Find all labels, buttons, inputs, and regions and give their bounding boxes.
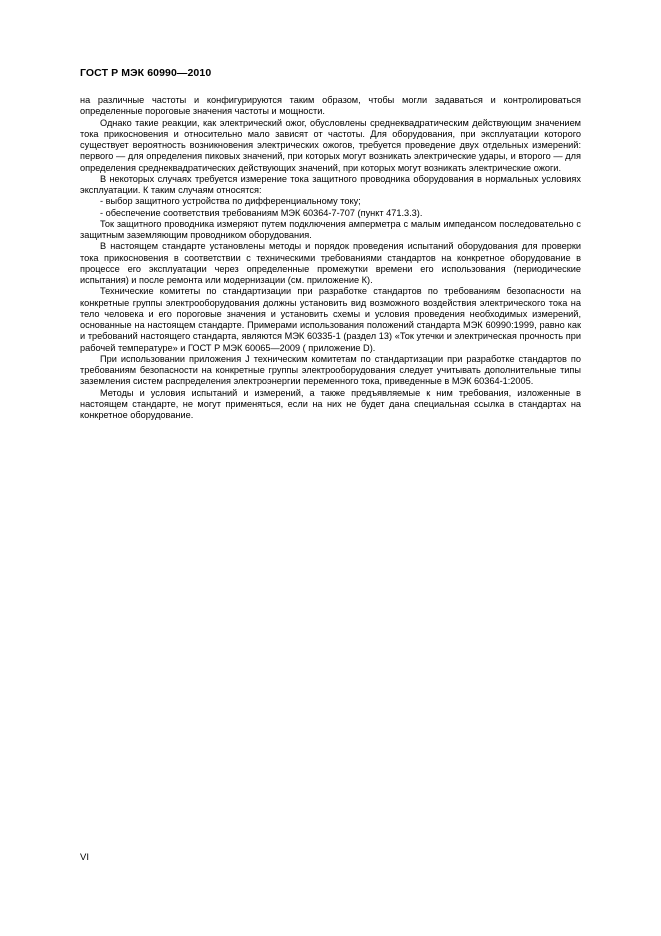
document-header: ГОСТ Р МЭК 60990—2010: [80, 67, 212, 79]
list-item: - обеспечение соответствия требованиям МЭК 60364-7-707 (пункт 471.3.3).: [100, 207, 423, 218]
paragraph: Однако такие реакции, как электрический ожог, обусловлены среднеквадратическим действующим значением тока прикосновения и относительно мало зависят от частоты. Для оборудования, при эксплуатации которого существует вероятность возникновения электрических ожогов, требуется проведение двух отдельных измерений: первого — для определения пиковых значений, при которых могут возникать электрические удары, и второго — для определения среднеквадратических действующих значений, при которых могут возникать электрические ожоги.: [80, 117, 581, 173]
document-body: [80, 95, 581, 421]
paragraph: Технические комитеты по стандартизации при разработке стандартов по требованиям безопасности на конкретные группы электрооборудования должны установить вид возможного воздействия электрического тока на тело человека и его пороговые значения и установить схемы и условия проведения необходимых измерений, основанные на настоящем стандарте. Примерами использования положений стандарта МЭК 60990:1999, равно как и требований настоящего стандарта, являются МЭК 60335-1 (раздел 13) «Ток утечки и электрическая прочность при рабочей температуре» и ГОСТ Р МЭК 60065—2009 ( приложение D).: [80, 286, 581, 353]
paragraph: В настоящем стандарте установлены методы и порядок проведения испытаний оборудования для проверки тока прикосновения в соответствии с техническими требованиями стандартов на конкретное оборудование в процессе его эксплуатации через определенные промежутки времени его использования (периодические испытания) и после ремонта или модернизации (см. приложение К).: [80, 241, 581, 285]
paragraph: При использовании приложения J техническим комитетам по стандартизации при разработке стандартов по требованиям безопасности на конкретные группы электрооборудования следует учитывать дополнительные типы заземления систем распределения электроэнергии переменного тока, приведенные в МЭК 60364-1:2005.: [80, 353, 581, 387]
paragraph: на различные частоты и конфигурируются таким образом, чтобы могли задаваться и контролироваться определенные пороговые значения частоты и мощности.: [80, 95, 581, 117]
list-item: - выбор защитного устройства по дифференциальному току;: [100, 196, 361, 207]
page-number: VI: [80, 852, 89, 863]
paragraph: Методы и условия испытаний и измерений, а также предъявляемые к ним требования, изложенные в настоящем стандарте, не могут применяться, если на них не будет дана специальная ссылка в стандартах на конкретное оборудование.: [80, 387, 581, 420]
paragraph: Ток защитного проводника измеряют путем подключения амперметра с малым импедансом последовательно с защитным заземляющим проводником оборудования.: [80, 218, 581, 240]
paragraph: В некоторых случаях требуется измерение тока защитного проводника оборудования в нормальных условиях эксплуатации. К таким случаям относятся:: [80, 173, 581, 195]
